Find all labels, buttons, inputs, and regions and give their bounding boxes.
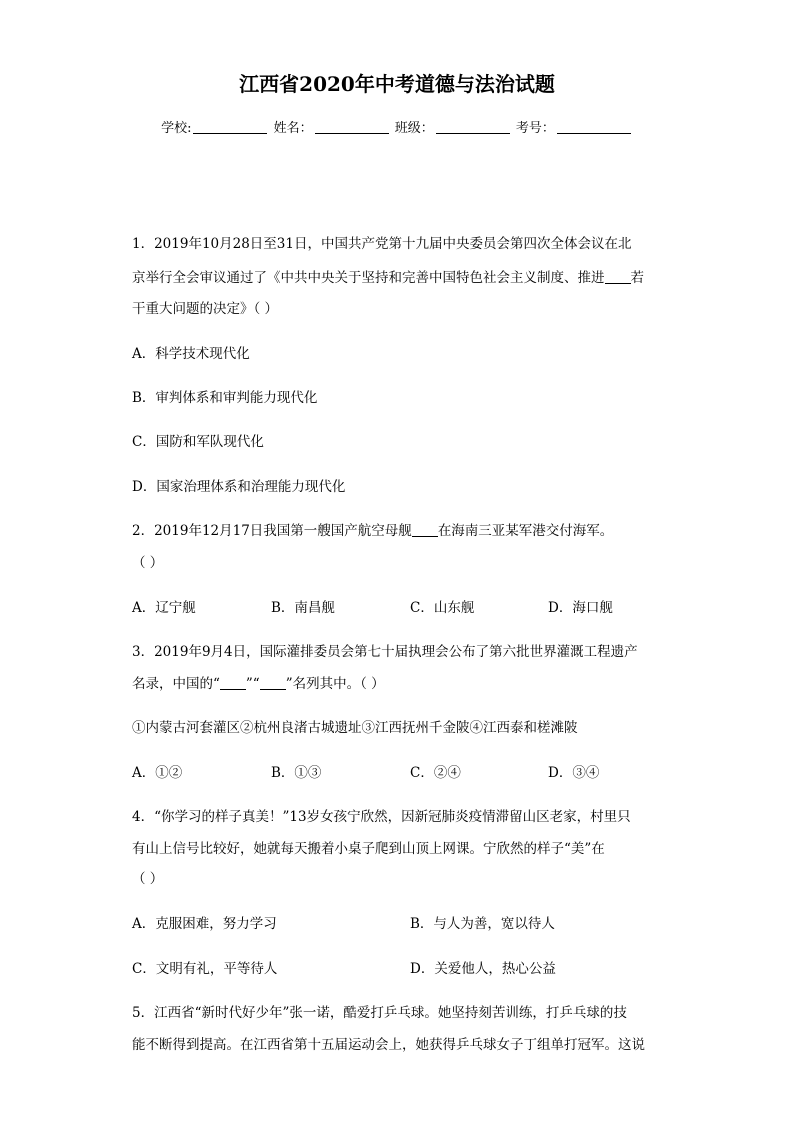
q3-blank-2 — [260, 689, 286, 690]
q1-option-d[interactable]: D．国家治理体系和治理能力现代化 — [132, 479, 346, 495]
q2-line-2: （ ） — [132, 555, 164, 571]
q2-blank — [412, 536, 438, 537]
id-blank[interactable] — [557, 133, 631, 134]
q3-blank-1 — [220, 689, 246, 690]
q3-items: ①内蒙古河套灌区②杭州良渚古城遗址③江西抚州千金陂④江西泰和槎滩陂 — [132, 720, 578, 736]
q1-line-2: 京举行全会审议通过了《中共中央关于坚持和完善中国特色社会主义制度、推进 若 — [132, 270, 644, 286]
q4-option-b[interactable]: B．与人为善，宽以待人 — [410, 916, 555, 932]
q2-line-1: 2．2019年12月17日我国第一艘国产航空母舰 在海南三亚某军港交付海军。 — [132, 523, 614, 539]
class-blank[interactable] — [436, 133, 510, 134]
q5-line-2: 能不断得到提高。在江西省第十五届运动会上，她获得乒乓球女子丁组单打冠军。这说 — [132, 1037, 645, 1053]
school-label: 学校: — [161, 121, 192, 136]
q3-option-a[interactable]: A．①② — [132, 765, 183, 781]
id-label: 考号： — [515, 121, 555, 136]
q3-line-2: 名录，中国的“ ”“ ”名列其中。（ ） — [132, 676, 385, 692]
q1-line-1: 1．2019年10月28日至31日，中国共产党第十九届中央委员会第四次全体会议在北 — [132, 236, 632, 252]
q4-line-3: （ ） — [132, 871, 164, 887]
q2-option-c[interactable]: C．山东舰 — [410, 600, 475, 616]
q2-option-b[interactable]: B．南昌舰 — [271, 600, 335, 616]
q3-line-1: 3．2019年9月4日，国际灌排委员会第七十届执理会公布了第六批世界灌溉工程遗产 — [132, 644, 638, 660]
q5-line-1: 5．江西省“新时代好少年”张一诺，酷爱打乒乓球。她坚持刻苦训练，打乒乓球的技 — [132, 1005, 627, 1021]
student-info-row — [0, 117, 794, 136]
q1-option-b[interactable]: B．审判体系和审判能力现代化 — [132, 390, 318, 406]
q2-option-d[interactable]: D．海口舰 — [548, 600, 613, 616]
q2-option-a[interactable]: A．辽宁舰 — [132, 600, 196, 616]
q4-line-1: 4．“你学习的样子真美！”13岁女孩宁欣然，因新冠肺炎疫情滞留山区老家，村里只 — [132, 809, 631, 825]
name-blank[interactable] — [315, 133, 389, 134]
q3-option-d[interactable]: D．③④ — [548, 765, 600, 781]
q3-option-c[interactable]: C．②④ — [410, 765, 461, 781]
school-blank[interactable] — [193, 133, 267, 134]
q1-option-c[interactable]: C．国防和军队现代化 — [132, 434, 264, 450]
page-title: 江西省2020年中考道德与法治试题 — [239, 72, 555, 96]
q1-line-3: 干重大问题的决定》（ ） — [132, 301, 279, 317]
q4-option-a[interactable]: A．克服困难，努力学习 — [132, 916, 277, 932]
q4-option-c[interactable]: C．文明有礼，平等待人 — [132, 961, 278, 977]
q4-option-d[interactable]: D．关爱他人，热心公益 — [410, 961, 556, 977]
q4-line-2: 有山上信号比较好，她就每天搬着小桌子爬到山顶上网课。宁欣然的样子“美”在 — [132, 841, 605, 857]
name-label: 姓名： — [273, 121, 313, 136]
q1-option-a[interactable]: A．科学技术现代化 — [132, 346, 250, 362]
class-label: 班级： — [394, 121, 434, 136]
q1-blank — [605, 283, 631, 284]
q3-option-b[interactable]: B．①③ — [271, 765, 322, 781]
